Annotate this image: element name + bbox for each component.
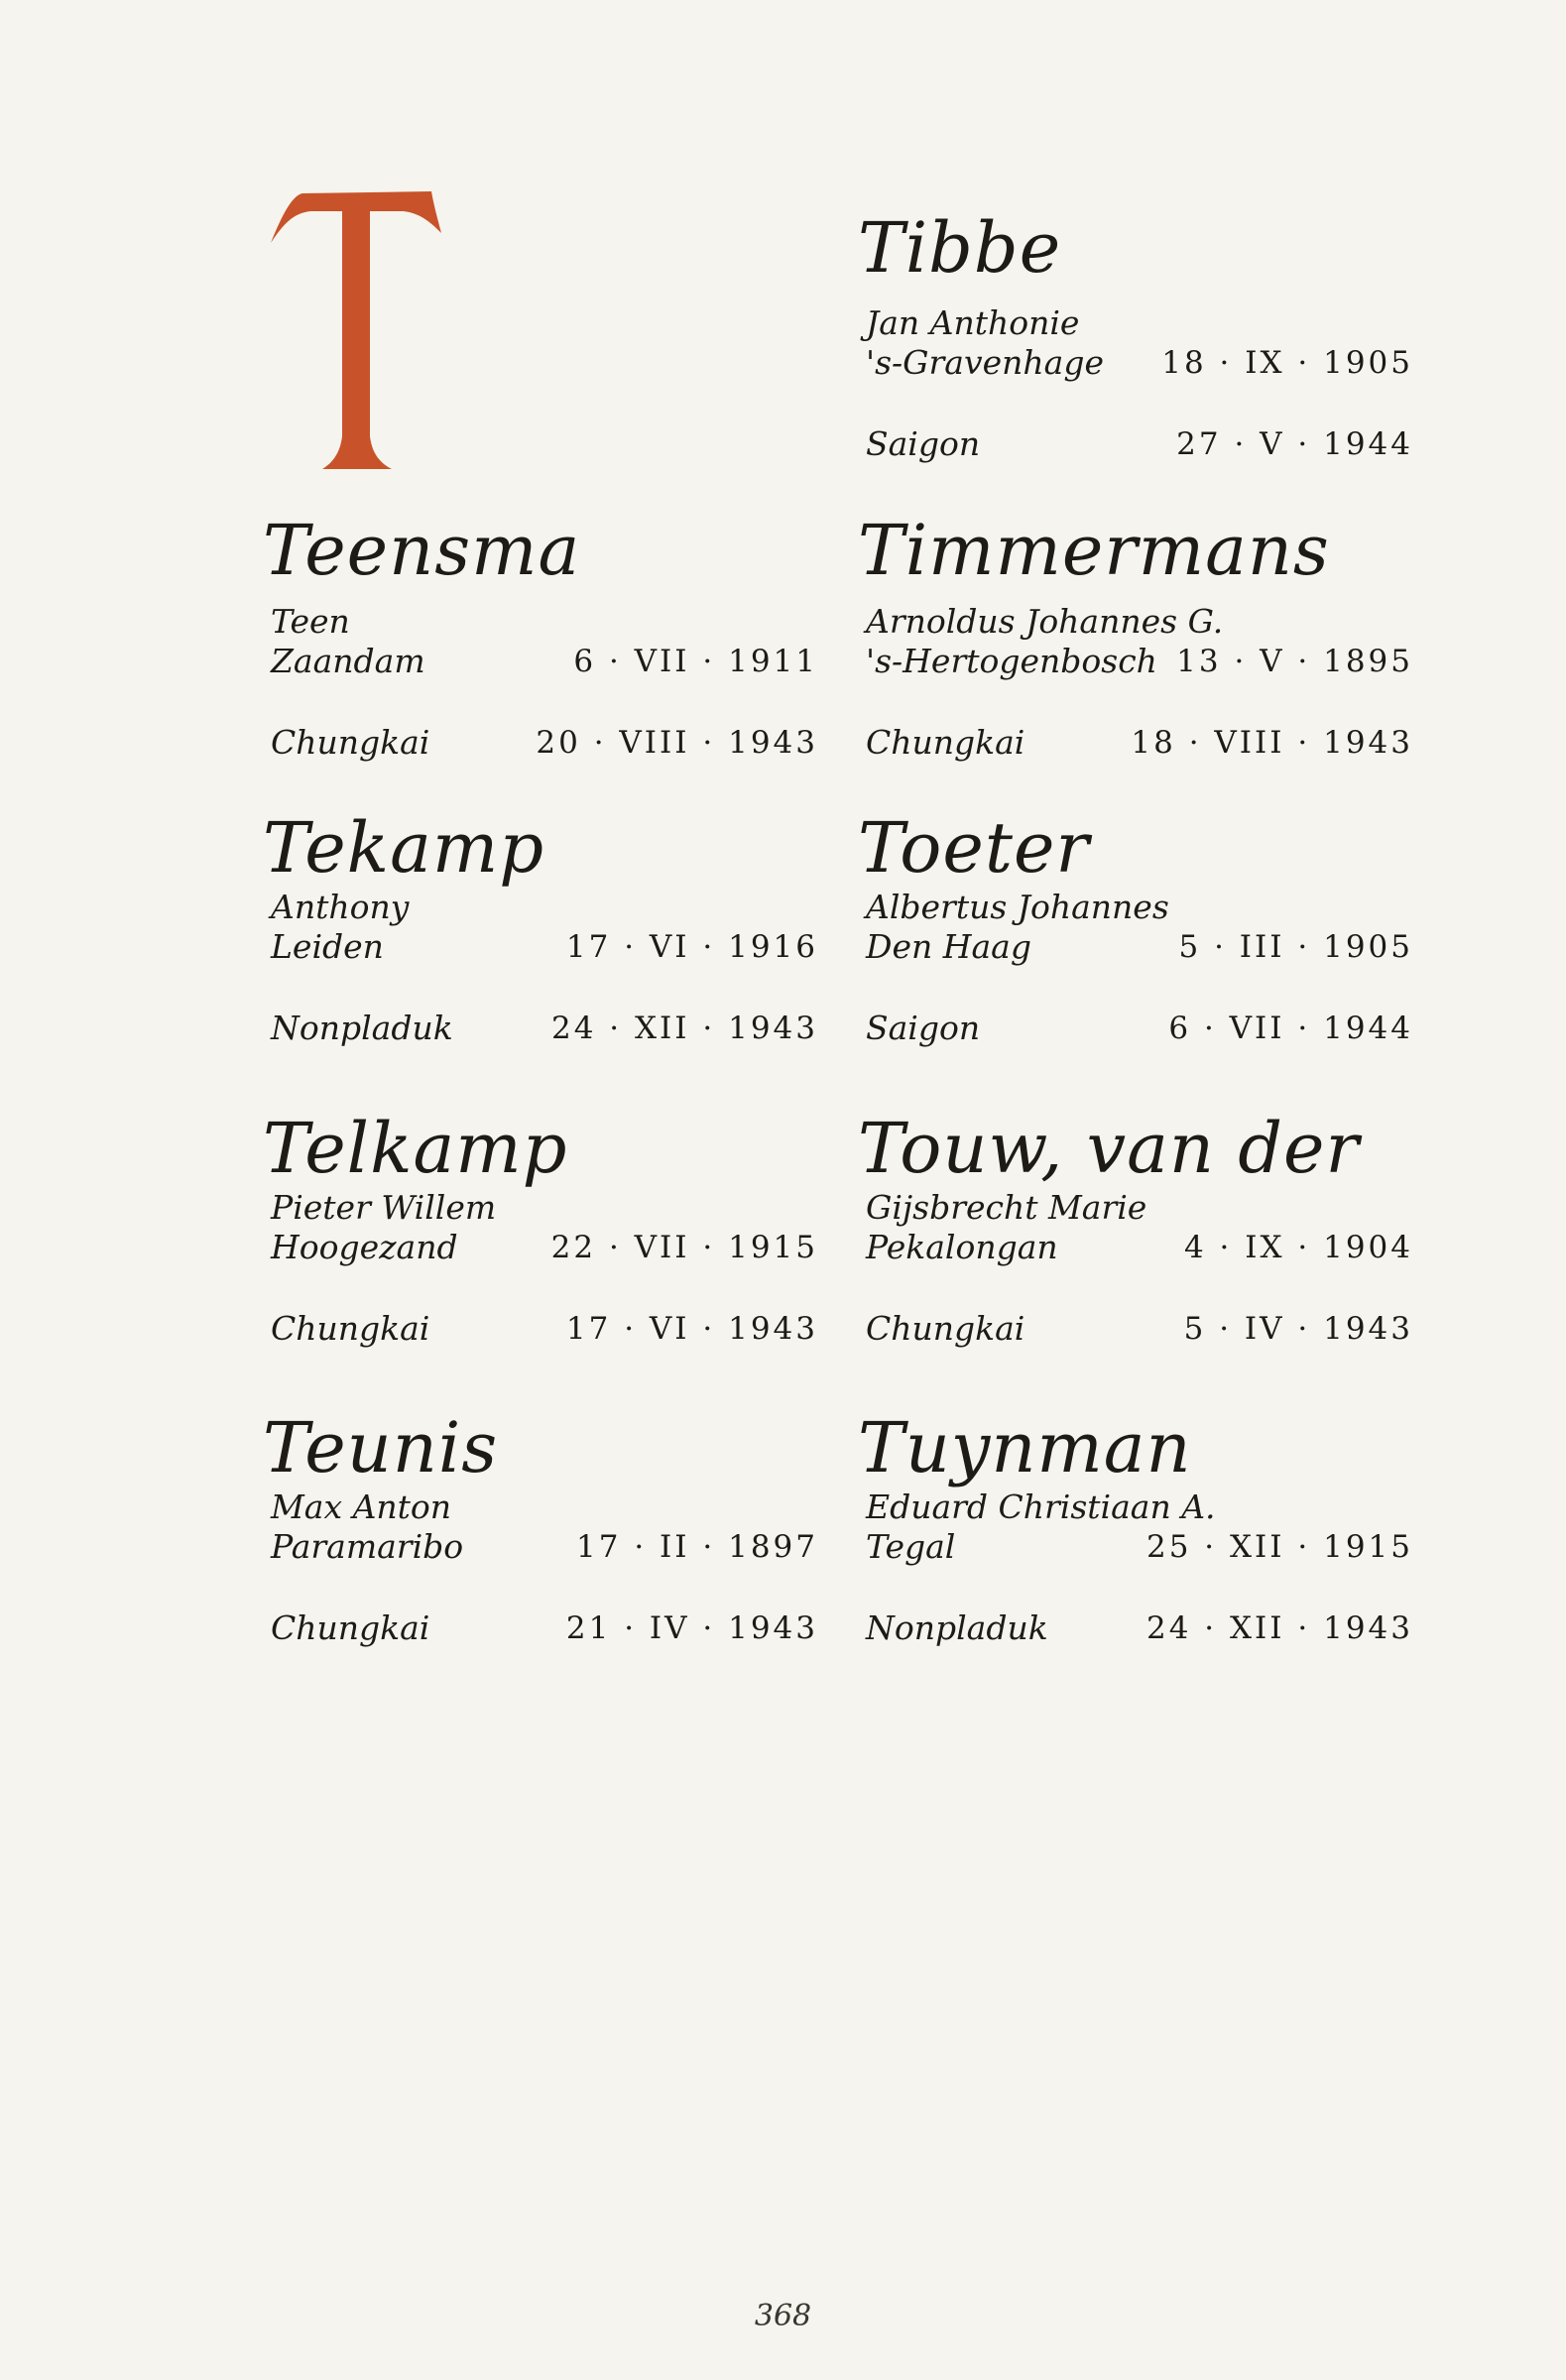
birth-place: Leiden — [271, 927, 384, 966]
birth-date: 22 · VII · 1915 — [550, 1230, 818, 1265]
entry-tekamp — [263, 808, 818, 1048]
death-date: 27 · V · 1944 — [1176, 426, 1413, 462]
given-name: Anthony — [271, 888, 410, 926]
birth-place: Den Haag — [866, 927, 1031, 966]
death-place: Nonpladuk — [866, 1608, 1048, 1647]
initial-letter-t — [263, 174, 441, 481]
entry-tibbe — [858, 208, 1413, 464]
death-date: 5 · IV · 1943 — [1183, 1311, 1413, 1347]
birth-place: Pekalongan — [866, 1228, 1058, 1266]
birth-date: 18 · IX · 1905 — [1161, 345, 1413, 381]
death-date: 21 · IV · 1943 — [565, 1610, 818, 1646]
surname: Tuynman — [858, 1407, 1192, 1488]
birth-date: 17 · VI · 1916 — [565, 929, 818, 965]
given-name: Arnoldus Johannes G. — [866, 602, 1224, 641]
death-date: 18 · VIII · 1943 — [1131, 725, 1413, 761]
surname: Teensma — [263, 510, 581, 591]
surname: Toeter — [858, 807, 1090, 889]
birth-place: 's-Hertogenbosch — [866, 642, 1157, 680]
given-name: Teen — [271, 602, 350, 641]
death-place: Chungkai — [866, 723, 1025, 762]
birth-place: Zaandam — [271, 642, 425, 680]
entry-timmermans — [858, 511, 1413, 763]
entry-touw-van-der — [858, 1109, 1413, 1349]
entry-telkamp — [263, 1109, 818, 1349]
death-date: 17 · VI · 1943 — [565, 1311, 818, 1347]
birth-date: 17 · II · 1897 — [576, 1529, 818, 1565]
birth-place: Tegal — [866, 1527, 956, 1566]
given-name: Gijsbrecht Marie — [866, 1188, 1147, 1227]
entry-teunis — [263, 1408, 818, 1648]
surname: Tekamp — [263, 807, 545, 889]
death-place: Chungkai — [271, 1309, 430, 1348]
death-place: Saigon — [866, 424, 981, 463]
birth-place: 's-Gravenhage — [866, 343, 1104, 382]
birth-place: Hoogezand — [271, 1228, 458, 1266]
entry-teensma — [263, 511, 818, 763]
death-date: 6 · VII · 1944 — [1168, 1011, 1413, 1046]
birth-place: Paramaribo — [271, 1527, 464, 1566]
birth-date: 6 · VII · 1911 — [573, 644, 818, 679]
given-name: Albertus Johannes — [866, 888, 1169, 926]
death-date: 24 · XII · 1943 — [1145, 1610, 1413, 1646]
death-place: Chungkai — [271, 723, 430, 762]
surname: Tibbe — [858, 207, 1062, 289]
birth-date: 25 · XII · 1915 — [1145, 1529, 1413, 1565]
given-name: Eduard Christiaan A. — [866, 1488, 1216, 1526]
death-place: Nonpladuk — [271, 1009, 453, 1047]
birth-date: 4 · IX · 1904 — [1183, 1230, 1413, 1265]
surname: Touw, van der — [858, 1108, 1360, 1189]
given-name: Pieter Willem — [271, 1188, 497, 1227]
birth-date: 13 · V · 1895 — [1176, 644, 1413, 679]
surname: Teunis — [263, 1407, 499, 1488]
death-place: Saigon — [866, 1009, 981, 1047]
given-name: Max Anton — [271, 1488, 452, 1526]
death-place: Chungkai — [866, 1309, 1025, 1348]
entry-toeter — [858, 808, 1413, 1048]
given-name: Jan Anthonie — [866, 303, 1080, 342]
death-place: Chungkai — [271, 1608, 430, 1647]
entry-tuynman — [858, 1408, 1413, 1648]
surname: Telkamp — [263, 1108, 568, 1189]
birth-date: 5 · III · 1905 — [1178, 929, 1413, 965]
page-number: 368 — [754, 2299, 812, 2333]
surname: Timmermans — [858, 510, 1330, 591]
death-date: 20 · VIII · 1943 — [536, 725, 818, 761]
death-date: 24 · XII · 1943 — [550, 1011, 818, 1046]
